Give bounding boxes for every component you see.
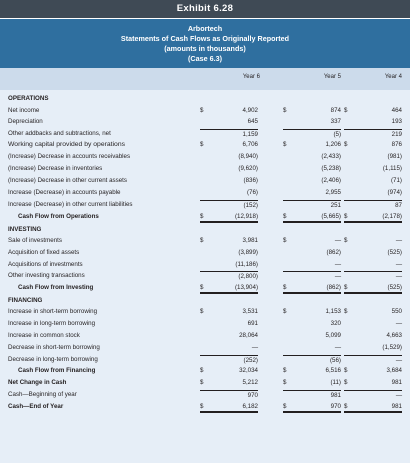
cell-amount: (13,904)	[234, 284, 258, 291]
value-cell	[344, 260, 402, 270]
cell-amount: (5,665)	[321, 213, 341, 220]
cell-amount: —	[395, 392, 402, 399]
dollar-sign: $	[200, 308, 204, 315]
value-cell	[283, 140, 341, 150]
row-label: Acquisition of fixed assets	[8, 249, 80, 256]
value-cell	[200, 260, 258, 270]
cell-amount: (56)	[329, 357, 341, 364]
cell-amount: (525)	[387, 249, 402, 256]
cell-amount: (2,406)	[321, 177, 341, 184]
cell-amount: 981	[330, 392, 341, 399]
row-label: Net Change in Cash	[8, 379, 67, 386]
value-cell	[344, 366, 402, 376]
cell-amount: 219	[391, 131, 402, 138]
cell-amount: (1,115)	[382, 165, 402, 172]
dollar-sign: $	[283, 367, 287, 374]
statement-row	[0, 94, 410, 104]
value-cell	[283, 355, 341, 366]
cell-amount: (252)	[243, 357, 258, 364]
value-cell	[283, 200, 341, 211]
value-cell	[344, 378, 402, 388]
statement-title-block	[0, 19, 410, 68]
value-cell	[200, 283, 258, 294]
row-label: Cash Flow from Operations	[18, 213, 99, 220]
row-label: Increase (Decrease) in accounts payable	[8, 189, 121, 196]
dollar-sign: $	[283, 284, 287, 291]
statement-row	[0, 378, 410, 388]
value-cell	[283, 343, 341, 353]
company-name: Arbortech	[187, 24, 223, 33]
row-label: Increase in short-term borrowing	[8, 308, 98, 315]
value-cell	[344, 355, 402, 366]
row-label: (Increase) Decrease in other current assets	[8, 177, 127, 184]
dollar-sign: $	[200, 213, 204, 220]
cell-amount: 6,516	[325, 367, 341, 374]
cell-amount: 5,099	[325, 332, 341, 339]
statement-row	[0, 355, 410, 365]
value-cell	[344, 129, 402, 140]
value-cell	[200, 106, 258, 116]
dollar-sign: $	[200, 367, 204, 374]
cell-amount: 6,706	[242, 141, 258, 148]
value-cell	[344, 331, 402, 341]
cell-amount: (76)	[246, 189, 258, 196]
value-cell	[200, 390, 258, 401]
cell-amount: 981	[391, 379, 402, 386]
units-note: (amounts in thousands)	[164, 44, 246, 53]
statement-row	[0, 283, 410, 293]
value-cell	[283, 117, 341, 127]
cell-amount: 193	[391, 118, 402, 125]
value-cell	[283, 106, 341, 116]
dollar-sign: $	[200, 237, 204, 244]
value-cell	[283, 212, 341, 223]
dollar-sign: $	[344, 367, 348, 374]
value-cell	[344, 188, 402, 198]
cell-amount: —	[395, 357, 402, 364]
cell-amount: 2,955	[325, 189, 341, 196]
statement-row	[0, 200, 410, 210]
cell-amount: (12,918)	[234, 213, 258, 220]
value-cell	[200, 152, 258, 162]
statement-row	[0, 271, 410, 281]
dollar-sign: $	[344, 213, 348, 220]
row-label: Increase in common stock	[8, 332, 80, 339]
cell-amount: 337	[330, 118, 341, 125]
value-cell	[283, 390, 341, 401]
value-cell	[283, 319, 341, 329]
cell-amount: —	[334, 273, 341, 280]
row-label: INVESTING	[8, 226, 42, 233]
value-cell	[344, 200, 402, 211]
value-cell	[283, 129, 341, 140]
cell-amount: 970	[330, 403, 341, 410]
value-cell	[344, 343, 402, 353]
value-cell	[200, 307, 258, 317]
cell-amount: 3,531	[242, 308, 258, 315]
dollar-sign: $	[344, 284, 348, 291]
value-cell	[283, 164, 341, 174]
row-label: Net income	[8, 107, 40, 114]
statement-row	[0, 402, 410, 412]
value-cell	[344, 212, 402, 223]
cell-amount: (8,940)	[238, 153, 258, 160]
row-label: Cash—End of Year	[8, 403, 64, 410]
statement-row	[0, 225, 410, 235]
statement-body	[0, 90, 410, 463]
value-cell	[283, 307, 341, 317]
cell-amount: (862)	[326, 284, 341, 291]
statement-title: Statements of Cash Flows as Originally Reported	[120, 34, 290, 43]
cell-amount: (9,620)	[238, 165, 258, 172]
cell-amount: —	[251, 344, 258, 351]
case-reference: (Case 6.3)	[188, 54, 222, 63]
value-cell	[283, 176, 341, 186]
value-cell	[283, 236, 341, 246]
value-cell	[200, 355, 258, 366]
cell-amount: —	[395, 237, 402, 244]
cell-amount: 645	[247, 118, 258, 125]
cell-amount: 5,212	[242, 379, 258, 386]
cell-amount: 87	[395, 202, 402, 209]
value-cell	[200, 366, 258, 376]
statement-row	[0, 176, 410, 186]
statement-row	[0, 307, 410, 317]
value-cell	[200, 402, 258, 413]
value-cell	[344, 390, 402, 401]
row-label: Cash—Beginning of year	[8, 391, 77, 398]
value-cell	[344, 283, 402, 294]
value-cell	[344, 402, 402, 413]
cell-amount: 550	[391, 308, 402, 315]
value-cell	[283, 152, 341, 162]
value-cell	[283, 188, 341, 198]
value-cell	[200, 319, 258, 329]
dollar-sign: $	[283, 141, 287, 148]
cell-amount: (525)	[387, 284, 402, 291]
cell-amount: 1,159	[242, 131, 258, 138]
dollar-sign: $	[200, 379, 204, 386]
value-cell	[344, 319, 402, 329]
value-cell	[344, 152, 402, 162]
dollar-sign: $	[200, 284, 204, 291]
row-label: OPERATIONS	[8, 95, 49, 102]
statement-row	[0, 212, 410, 222]
value-cell	[200, 378, 258, 388]
row-label: Sale of investments	[8, 237, 62, 244]
row-label: Other investing transactions	[8, 272, 85, 279]
cell-amount: 876	[391, 141, 402, 148]
row-label: Decrease in long-term borrowing	[8, 356, 98, 363]
statement-row	[0, 236, 410, 246]
column-header-band	[0, 68, 410, 90]
cell-amount: 251	[330, 202, 341, 209]
value-cell	[200, 164, 258, 174]
value-cell	[344, 271, 402, 282]
cell-amount: (862)	[326, 249, 341, 256]
cell-amount: 320	[330, 320, 341, 327]
value-cell	[283, 260, 341, 270]
value-cell	[200, 117, 258, 127]
statement-row	[0, 343, 410, 353]
cell-amount: —	[334, 344, 341, 351]
dollar-sign: $	[344, 141, 348, 148]
value-cell	[283, 378, 341, 388]
value-cell	[283, 248, 341, 258]
value-cell	[283, 402, 341, 413]
value-cell	[200, 129, 258, 140]
cell-amount: 4,663	[386, 332, 402, 339]
value-cell	[200, 212, 258, 223]
dollar-sign: $	[283, 379, 287, 386]
cell-amount: 1,206	[325, 141, 341, 148]
cell-amount: —	[334, 261, 341, 268]
dollar-sign: $	[344, 379, 348, 386]
value-cell	[283, 331, 341, 341]
value-cell	[344, 236, 402, 246]
value-cell	[200, 236, 258, 246]
cell-amount: 3,981	[242, 237, 258, 244]
statement-row	[0, 129, 410, 139]
cell-amount: (71)	[390, 177, 402, 184]
cell-amount: (836)	[243, 177, 258, 184]
row-label: Depreciation	[8, 118, 43, 125]
row-label: (Increase) Decrease in accounts receivables	[8, 153, 131, 160]
row-label: Increase in long-term borrowing	[8, 320, 96, 327]
value-cell	[200, 200, 258, 211]
dollar-sign: $	[283, 107, 287, 114]
dollar-sign: $	[344, 107, 348, 114]
cell-amount: (152)	[243, 202, 258, 209]
cell-amount: (981)	[387, 153, 402, 160]
cell-amount: 691	[247, 320, 258, 327]
column-header-year5: Year 5	[323, 74, 341, 80]
cell-amount: —	[395, 261, 402, 268]
value-cell	[200, 331, 258, 341]
value-cell	[344, 248, 402, 258]
statement-row	[0, 390, 410, 400]
cell-amount: 6,182	[242, 403, 258, 410]
statement-row	[0, 140, 410, 150]
cell-amount: (3,899)	[238, 249, 258, 256]
statement-row	[0, 331, 410, 341]
value-cell	[200, 248, 258, 258]
statement-row	[0, 248, 410, 258]
cell-amount: 981	[391, 403, 402, 410]
cell-amount: (11)	[330, 379, 341, 386]
column-header-year4: Year 4	[384, 74, 402, 80]
value-cell	[200, 188, 258, 198]
value-cell	[283, 271, 341, 282]
cell-amount: (5)	[333, 131, 341, 138]
cell-amount: (11,186)	[235, 261, 258, 268]
statement-row	[0, 260, 410, 270]
cell-amount: (974)	[387, 189, 402, 196]
statement-row	[0, 152, 410, 162]
cell-amount: (2,800)	[238, 273, 258, 280]
cell-amount: 970	[247, 392, 258, 399]
cell-amount: 464	[391, 107, 402, 114]
cell-amount: —	[395, 273, 402, 280]
statement-row	[0, 164, 410, 174]
value-cell	[344, 140, 402, 150]
cell-amount: —	[334, 237, 341, 244]
row-label: (Increase) Decrease in inventories	[8, 165, 103, 172]
statement-row	[0, 188, 410, 198]
row-label: FINANCING	[8, 297, 43, 304]
dollar-sign: $	[344, 403, 348, 410]
dollar-sign: $	[200, 403, 204, 410]
value-cell	[200, 176, 258, 186]
statement-row	[0, 319, 410, 329]
value-cell	[344, 106, 402, 116]
row-label: Increase (Decrease) in other current liabilities	[8, 201, 133, 208]
statement-row	[0, 106, 410, 116]
dollar-sign: $	[344, 308, 348, 315]
row-label: Working capital provided by operations	[8, 141, 125, 148]
row-label: Cash Flow from Investing	[18, 284, 94, 291]
cell-amount: 28,064	[239, 332, 258, 339]
dollar-sign: $	[344, 237, 348, 244]
row-label: Other addbacks and subtractions, net	[8, 130, 111, 137]
value-cell	[344, 176, 402, 186]
value-cell	[344, 117, 402, 127]
dollar-sign: $	[283, 308, 287, 315]
value-cell	[200, 271, 258, 282]
column-header-year6: Year 6	[242, 74, 260, 80]
statement-row	[0, 117, 410, 127]
cell-amount: 3,684	[386, 367, 402, 374]
row-label: Acquisitions of investments	[8, 261, 83, 268]
value-cell	[283, 283, 341, 294]
cell-amount: (5,238)	[321, 165, 341, 172]
dollar-sign: $	[283, 237, 287, 244]
value-cell	[344, 164, 402, 174]
cell-amount: (2,178)	[382, 213, 402, 220]
cell-amount: —	[395, 320, 402, 327]
cell-amount: (2,433)	[321, 153, 341, 160]
statement-row	[0, 366, 410, 376]
value-cell	[200, 140, 258, 150]
cell-amount: 4,902	[242, 107, 258, 114]
row-label: Cash Flow from Financing	[18, 367, 96, 374]
cell-amount: 1,153	[325, 308, 341, 315]
dollar-sign: $	[283, 403, 287, 410]
row-label: Decrease in short-term borrowing	[8, 344, 100, 351]
value-cell	[283, 366, 341, 376]
value-cell	[200, 343, 258, 353]
exhibit-number: Exhibit 6.28	[0, 0, 410, 18]
value-cell	[344, 307, 402, 317]
dollar-sign: $	[283, 213, 287, 220]
cell-amount: 874	[330, 107, 341, 114]
cell-amount: (1,529)	[382, 344, 402, 351]
dollar-sign: $	[200, 107, 204, 114]
cell-amount: 32,034	[239, 367, 258, 374]
statement-row	[0, 296, 410, 306]
dollar-sign: $	[200, 141, 204, 148]
